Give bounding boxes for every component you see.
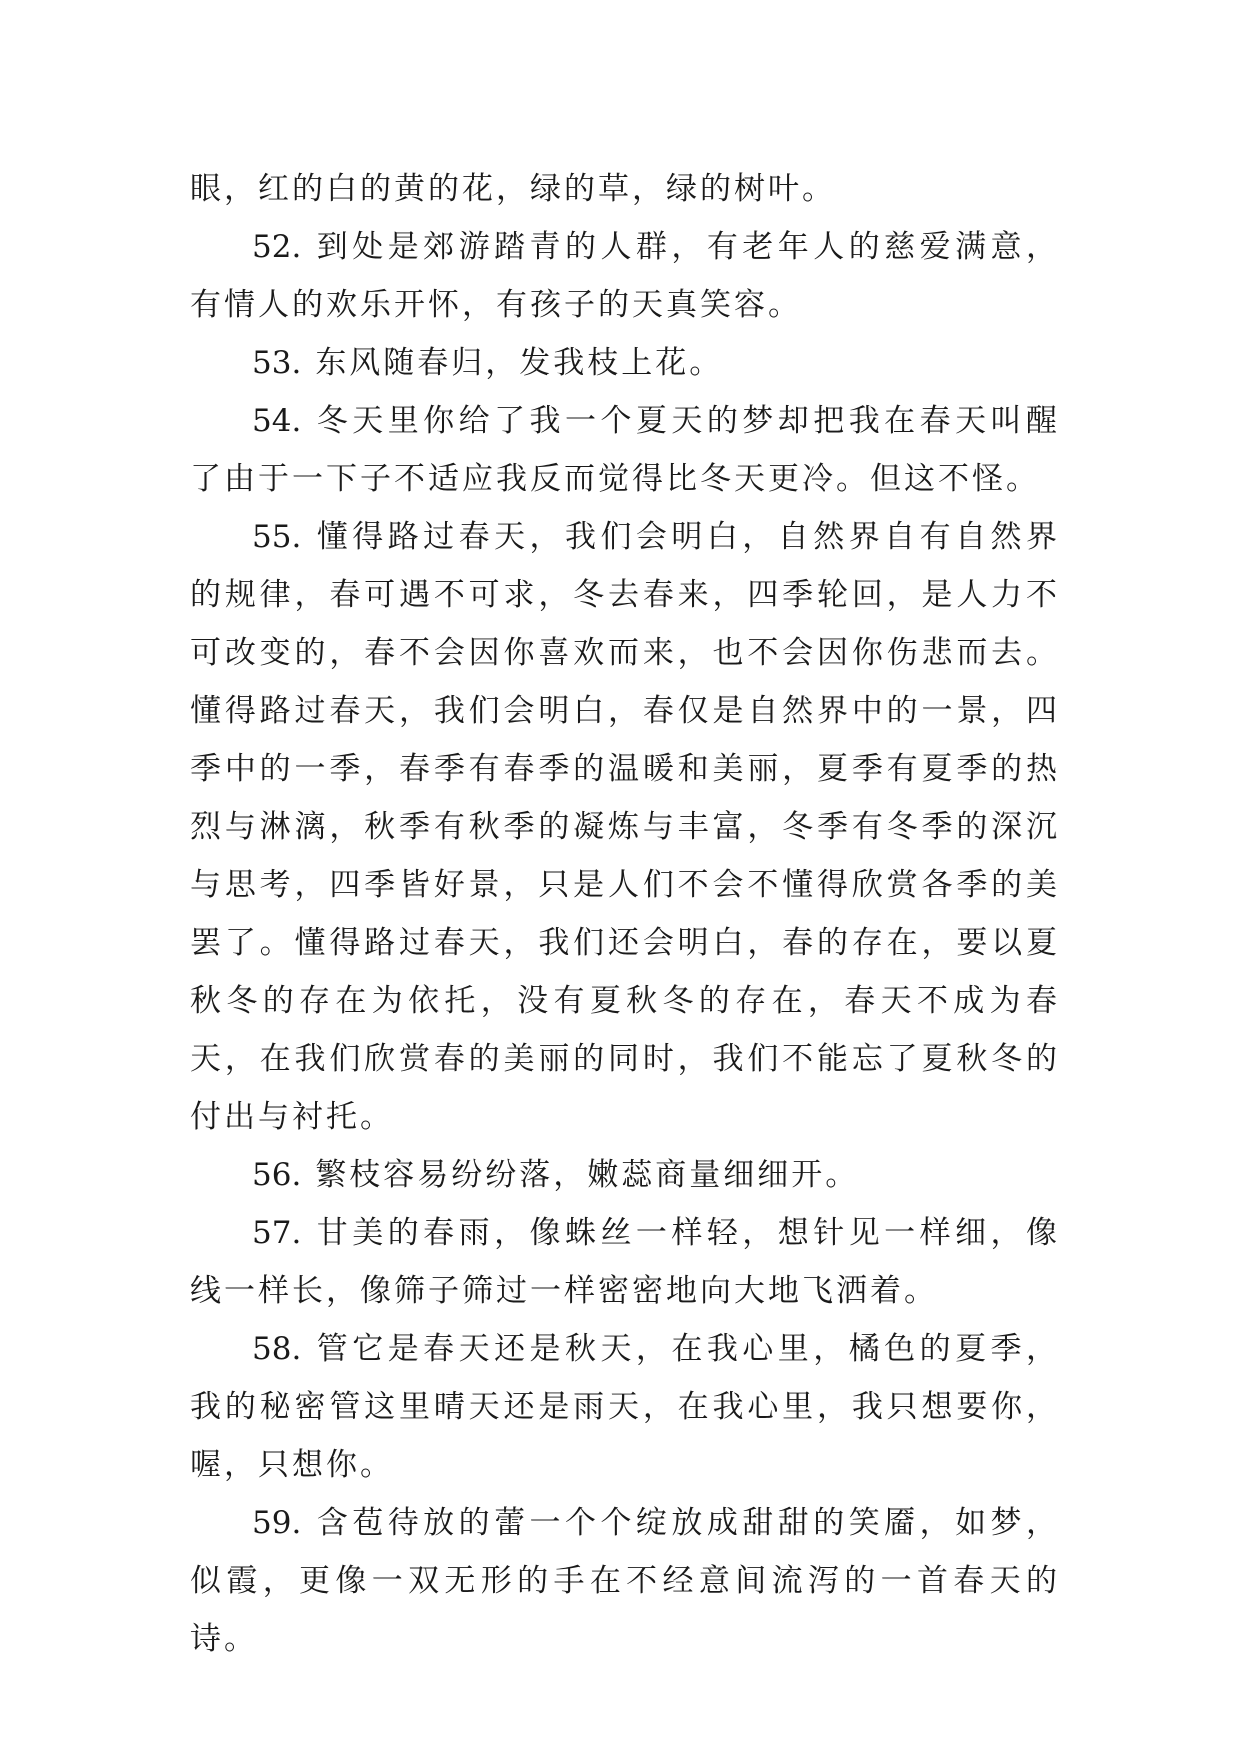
- paragraph-text: 懂得路过春天，我们会明白，自然界自有自然界的规律，春可遇不可求，冬去春来，四季轮回，是人力不可改变的，春不会因你喜欢而来，也不会因你伤悲而去。懂得路过春天，我们会明白，春仅是自然界中的一景，四季中的一季，春季有春季的温暖和美丽，夏季有夏季的热烈与淋漓，秋季有秋季的凝炼与丰富，冬季有冬季的深沉与思考，四季皆好景，只是人们不会不懂得欣赏各季的美罢了。懂得路过春天，我们还会明白，春的存在，要以夏秋冬的存在为依托，没有夏秋冬的存在，春天不成为春天，在我们欣赏春的美丽的同时，我们不能忘了夏秋冬的付出与衬托。: [190, 519, 1060, 1135]
- paragraph-number: 56.: [252, 1157, 302, 1193]
- paragraph-55: [190, 508, 1060, 1146]
- paragraph-number: 59.: [252, 1505, 302, 1541]
- paragraph-number: 54.: [252, 403, 302, 439]
- paragraph-continuation: [190, 160, 1060, 218]
- paragraph-number: 53.: [252, 345, 302, 381]
- paragraph-52: [190, 218, 1060, 334]
- paragraph-number: 52.: [252, 229, 302, 265]
- paragraph-number: 55.: [252, 519, 302, 555]
- paragraph-56: [190, 1146, 1060, 1204]
- paragraph-text: 甘美的春雨，像蛛丝一样轻，想针见一样细，像线一样长，像筛子筛过一样密密地向大地飞洒着。: [190, 1215, 1060, 1309]
- paragraph-text: 东风随春归，发我枝上花。: [315, 345, 724, 381]
- paragraph-58: [190, 1320, 1060, 1494]
- paragraph-text: 含苞待放的蕾一个个绽放成甜甜的笑靥，如梦，似霞，更像一双无形的手在不经意间流泻的一首春天的诗。: [190, 1505, 1060, 1657]
- paragraph-text: 到处是郊游踏青的人群，有老年人的慈爱满意，有情人的欢乐开怀，有孩子的天真笑容。: [190, 229, 1060, 323]
- paragraph-text: 冬天里你给了我一个夏天的梦却把我在春天叫醒了由于一下子不适应我反而觉得比冬天更冷。但这不怪。: [190, 403, 1060, 497]
- paragraph-text: 管它是春天还是秋天，在我心里，橘色的夏季，我的秘密管这里晴天还是雨天，在我心里，我只想要你，喔，只想你。: [190, 1331, 1060, 1483]
- paragraph-54: [190, 392, 1060, 508]
- paragraph-number: 57.: [252, 1215, 302, 1251]
- body-text: [190, 160, 1060, 1668]
- paragraph-text: 繁枝容易纷纷落，嫩蕊商量细细开。: [315, 1157, 860, 1193]
- paragraph-text: 眼，红的白的黄的花，绿的草，绿的树叶。: [190, 171, 836, 207]
- paragraph-53: [190, 334, 1060, 392]
- paragraph-57: [190, 1204, 1060, 1320]
- paragraph-number: 58.: [252, 1331, 302, 1367]
- paragraph-59: [190, 1494, 1060, 1668]
